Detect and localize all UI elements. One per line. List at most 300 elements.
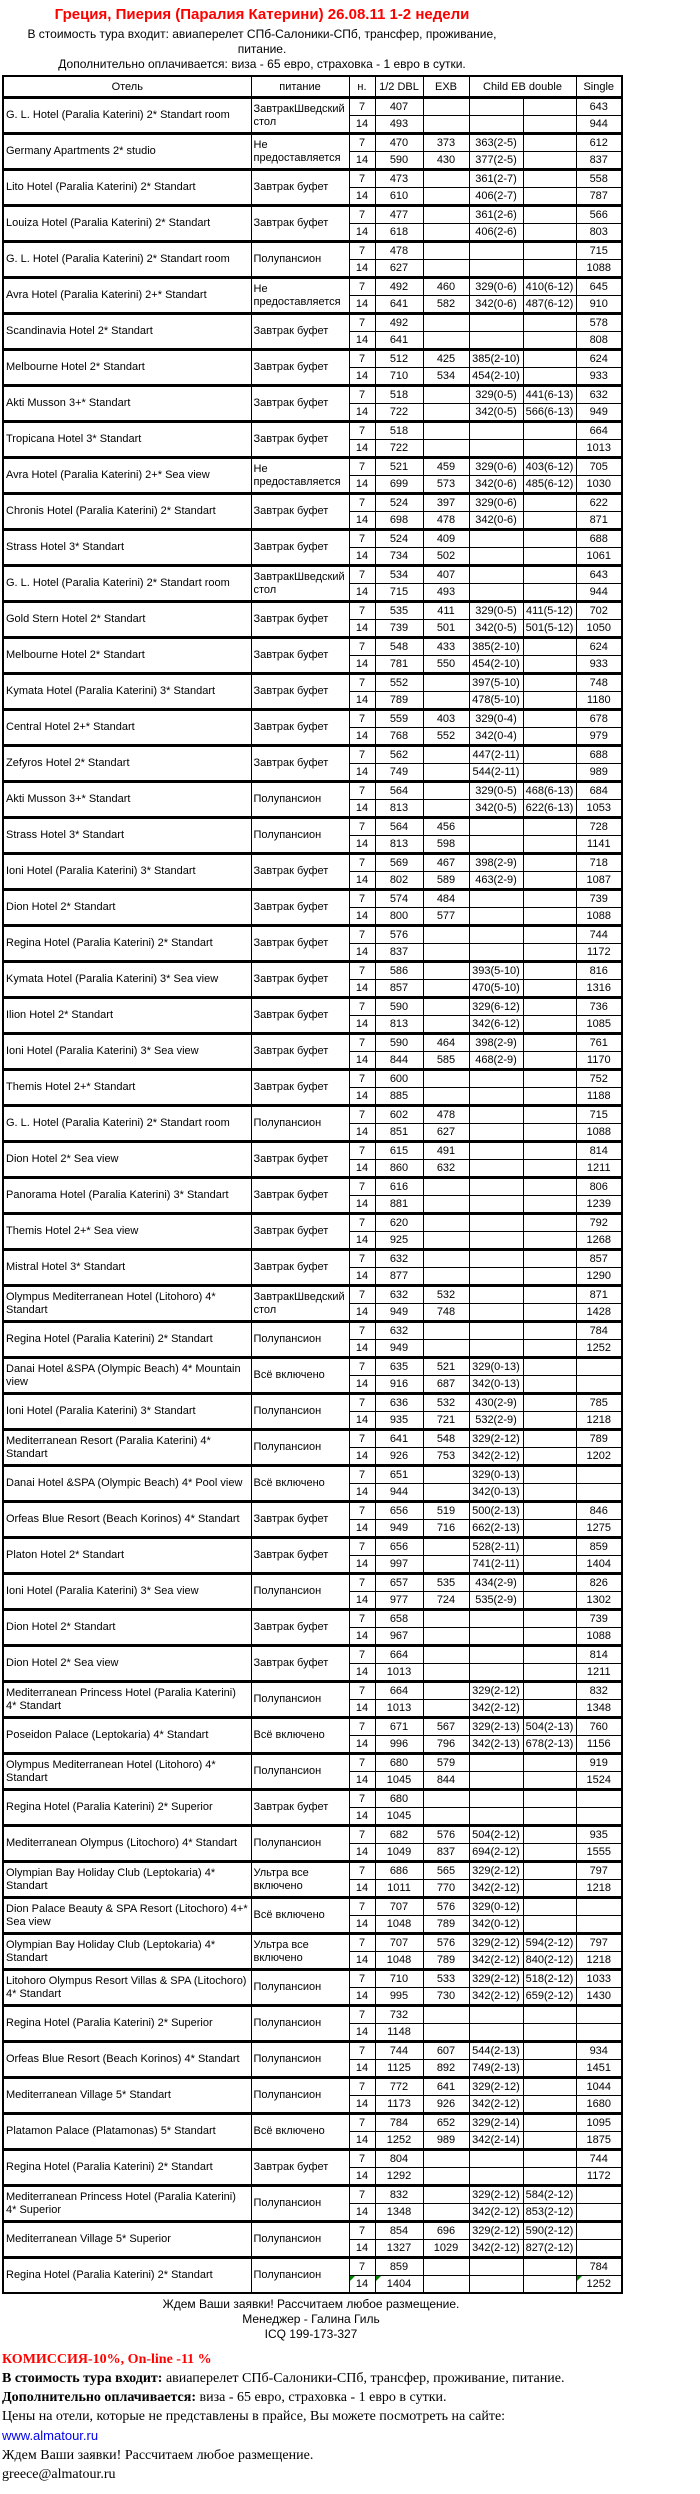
dbl-price-cell: 552	[375, 674, 423, 692]
dbl-price-cell: 602	[375, 1106, 423, 1124]
hotel-name: Gold Stern Hotel 2* Standart	[3, 602, 251, 638]
nights-cell: 7	[349, 422, 375, 440]
child-price-cell-1: 342(0-5)	[469, 620, 523, 638]
dbl-price-cell: 707	[375, 1898, 423, 1916]
child-price-cell-2: 678(2-13)	[523, 1736, 576, 1754]
child-price-cell-2	[523, 926, 576, 944]
meal-plan: Полупансион	[251, 1322, 349, 1358]
single-price-cell	[576, 1466, 622, 1484]
hotel-row	[3, 1394, 622, 1412]
meal-plan: Завтрак буфет	[251, 1214, 349, 1250]
dbl-price-cell: 564	[375, 818, 423, 836]
single-price-cell: 752	[576, 1070, 622, 1088]
hotel-name: Germany Apartments 2* studio	[3, 134, 251, 170]
exb-price-cell: 892	[423, 2060, 469, 2078]
child-price-cell-1: 329(2-12)	[469, 1934, 523, 1952]
meal-plan: Полупансион	[251, 1430, 349, 1466]
exb-price-cell: 753	[423, 1448, 469, 1466]
nights-cell: 14	[349, 2096, 375, 2114]
exb-price-cell: 397	[423, 494, 469, 512]
single-price-cell: 846	[576, 1502, 622, 1520]
dbl-price-cell: 804	[375, 2150, 423, 2168]
single-price-cell: 702	[576, 602, 622, 620]
child-price-cell-1: 342(0-6)	[469, 296, 523, 314]
child-price-cell-2	[523, 1790, 576, 1808]
exb-price-cell	[423, 224, 469, 242]
child-price-cell-2	[523, 908, 576, 926]
hotel-row	[3, 1718, 622, 1736]
single-price-cell: 739	[576, 890, 622, 908]
child-price-cell-2	[523, 1394, 576, 1412]
exb-price-cell: 478	[423, 512, 469, 530]
single-price-cell: 1053	[576, 800, 622, 818]
hotel-name: Ioni Hotel (Paralia Katerini) 3* Standart	[3, 854, 251, 890]
single-price-cell	[576, 2222, 622, 2240]
hotel-row	[3, 1466, 622, 1484]
hotel-name: Danai Hotel &SPA (Olympic Beach) 4* Pool view	[3, 1466, 251, 1502]
child-price-cell-2	[523, 1628, 576, 1646]
child-price-cell-1: 434(2-9)	[469, 1574, 523, 1592]
single-price-cell: 1050	[576, 620, 622, 638]
col-header-exb: EXB	[423, 76, 469, 98]
child-price-cell-1	[469, 2276, 523, 2294]
child-price-cell-2	[523, 332, 576, 350]
child-price-cell-2	[523, 2150, 576, 2168]
child-price-cell-1: 397(5-10)	[469, 674, 523, 692]
single-price-cell: 678	[576, 710, 622, 728]
child-price-cell-1: 329(0-6)	[469, 278, 523, 296]
child-price-cell-2: 410(6-12)	[523, 278, 576, 296]
exb-price-cell: 425	[423, 350, 469, 368]
child-price-cell-2	[523, 1232, 576, 1250]
dbl-price-cell: 722	[375, 404, 423, 422]
hotel-row	[3, 1610, 622, 1628]
commission-line: КОМИССИЯ-10%, On-line -11 %	[2, 2352, 212, 2367]
nights-cell: 14	[349, 2204, 375, 2222]
child-price-cell-1: 749(2-13)	[469, 2060, 523, 2078]
child-price-cell-1: 468(2-9)	[469, 1052, 523, 1070]
dbl-price-cell: 477	[375, 206, 423, 224]
exb-price-cell: 716	[423, 1520, 469, 1538]
hotel-row	[3, 1862, 622, 1880]
exb-price-cell: 533	[423, 1970, 469, 1988]
single-price-cell	[576, 2006, 622, 2024]
nights-cell: 14	[349, 620, 375, 638]
meal-plan: Полупансион	[251, 2042, 349, 2078]
nights-cell: 7	[349, 1142, 375, 1160]
exb-price-cell	[423, 1070, 469, 1088]
exb-price-cell	[423, 332, 469, 350]
single-price-cell: 871	[576, 512, 622, 530]
nights-cell: 14	[349, 1664, 375, 1682]
single-price-cell: 1239	[576, 1196, 622, 1214]
nights-cell: 7	[349, 1214, 375, 1232]
child-price-cell-2	[523, 2006, 576, 2024]
hotel-row	[3, 98, 622, 116]
single-price-cell	[576, 1484, 622, 1502]
nights-cell: 7	[349, 854, 375, 872]
nights-cell: 7	[349, 1862, 375, 1880]
hotel-name: Mediterranean Olympus (Litochoro) 4* Standart	[3, 1826, 251, 1862]
meal-plan: Завтрак буфет	[251, 170, 349, 206]
exb-price-cell: 837	[423, 1844, 469, 1862]
nights-cell: 7	[349, 1466, 375, 1484]
nights-cell: 14	[349, 908, 375, 926]
nights-cell: 14	[349, 404, 375, 422]
exb-price-cell: 407	[423, 566, 469, 584]
dbl-price-cell: 949	[375, 1520, 423, 1538]
exb-price-cell: 730	[423, 1988, 469, 2006]
col-header-single: Single	[576, 76, 622, 98]
meal-plan: Полупансион	[251, 1826, 349, 1862]
exb-price-cell: 789	[423, 1916, 469, 1934]
dbl-price-cell: 710	[375, 368, 423, 386]
hotel-row	[3, 386, 622, 404]
child-price-cell-1	[469, 818, 523, 836]
table-header-row	[3, 76, 622, 98]
meal-plan: Завтрак буфет	[251, 1142, 349, 1178]
nights-cell: 7	[349, 1106, 375, 1124]
dbl-price-cell: 664	[375, 1646, 423, 1664]
hotel-row	[3, 1754, 622, 1772]
child-price-cell-2	[523, 566, 576, 584]
child-price-cell-2	[523, 1664, 576, 1682]
exb-price-cell	[423, 188, 469, 206]
hotel-row	[3, 1358, 622, 1376]
nights-cell: 14	[349, 1124, 375, 1142]
child-price-cell-1: 329(2-12)	[469, 2222, 523, 2240]
dbl-price-cell: 722	[375, 440, 423, 458]
hotel-name: Ioni Hotel (Paralia Katerini) 3* Sea view	[3, 1034, 251, 1070]
exb-price-cell	[423, 1016, 469, 1034]
child-price-cell-2	[523, 1214, 576, 1232]
dbl-price-cell: 586	[375, 962, 423, 980]
child-price-cell-2: 485(6-12)	[523, 476, 576, 494]
exb-price-cell	[423, 692, 469, 710]
hotel-name: Mistral Hotel 3* Standart	[3, 1250, 251, 1286]
meal-plan: Завтрак буфет	[251, 602, 349, 638]
single-price-cell: 632	[576, 386, 622, 404]
child-price-cell-1	[469, 1160, 523, 1178]
col-header-hotel: Отель	[3, 76, 251, 98]
single-price-cell: 1156	[576, 1736, 622, 1754]
dbl-price-cell: 857	[375, 980, 423, 998]
single-price-cell: 949	[576, 404, 622, 422]
child-price-cell-2	[523, 1358, 576, 1376]
child-price-cell-1: 329(0-6)	[469, 458, 523, 476]
child-price-cell-1: 342(2-12)	[469, 1952, 523, 1970]
hotel-row	[3, 2078, 622, 2096]
child-price-cell-2	[523, 1340, 576, 1358]
dbl-price-cell: 1348	[375, 2204, 423, 2222]
single-price-cell: 739	[576, 1610, 622, 1628]
dbl-price-cell: 996	[375, 1736, 423, 1754]
child-price-cell-2: 584(2-12)	[523, 2186, 576, 2204]
single-price-cell: 1875	[576, 2132, 622, 2150]
nights-cell: 7	[349, 2258, 375, 2276]
child-price-cell-2	[523, 1322, 576, 1340]
hotel-row	[3, 998, 622, 1016]
child-price-cell-2	[523, 2060, 576, 2078]
single-price-cell: 1170	[576, 1052, 622, 1070]
child-price-cell-2	[523, 1556, 576, 1574]
child-price-cell-1: 447(2-11)	[469, 746, 523, 764]
hotel-row	[3, 1538, 622, 1556]
dbl-price-cell: 877	[375, 1268, 423, 1286]
single-price-cell: 1524	[576, 1772, 622, 1790]
exb-price-cell	[423, 926, 469, 944]
meal-plan: Не предоставляется	[251, 134, 349, 170]
child-price-cell-1	[469, 2168, 523, 2186]
child-price-cell-2	[523, 224, 576, 242]
single-price-cell: 715	[576, 242, 622, 260]
child-price-cell-1	[469, 566, 523, 584]
dbl-price-cell: 802	[375, 872, 423, 890]
exb-price-cell	[423, 1466, 469, 1484]
nights-cell: 14	[349, 1628, 375, 1646]
dbl-price-cell: 1045	[375, 1772, 423, 1790]
child-price-cell-2	[523, 116, 576, 134]
child-price-cell-1	[469, 98, 523, 116]
single-price-cell: 837	[576, 152, 622, 170]
child-price-cell-2	[523, 854, 576, 872]
single-price-cell: 748	[576, 674, 622, 692]
child-price-cell-2	[523, 1088, 576, 1106]
nights-cell: 7	[349, 2042, 375, 2060]
dbl-price-cell: 524	[375, 530, 423, 548]
exb-price-cell: 585	[423, 1052, 469, 1070]
nights-cell: 14	[349, 188, 375, 206]
meal-plan: Не предоставляется	[251, 278, 349, 314]
nights-cell: 14	[349, 296, 375, 314]
child-price-cell-1: 361(2-7)	[469, 170, 523, 188]
hotel-name: Regina Hotel (Paralia Katerini) 2* Standart	[3, 926, 251, 962]
nights-cell: 14	[349, 1772, 375, 1790]
dbl-price-cell: 610	[375, 188, 423, 206]
nights-cell: 14	[349, 2240, 375, 2258]
dbl-price-cell: 1049	[375, 1844, 423, 1862]
child-price-cell-1	[469, 1268, 523, 1286]
child-price-cell-1: 329(0-12)	[469, 1898, 523, 1916]
child-price-cell-2	[523, 1034, 576, 1052]
dbl-price-cell: 478	[375, 242, 423, 260]
nights-cell: 7	[349, 1826, 375, 1844]
dbl-price-cell: 749	[375, 764, 423, 782]
nights-cell: 14	[349, 1916, 375, 1934]
exb-price-cell: 579	[423, 1754, 469, 1772]
document-header	[2, 6, 522, 72]
dbl-price-cell: 813	[375, 836, 423, 854]
exb-price-cell	[423, 944, 469, 962]
dbl-price-cell: 995	[375, 1988, 423, 2006]
exb-price-cell: 493	[423, 584, 469, 602]
child-price-cell-2	[523, 242, 576, 260]
exb-price-cell: 548	[423, 1430, 469, 1448]
single-price-cell: 1275	[576, 1520, 622, 1538]
exb-price-cell: 844	[423, 1772, 469, 1790]
meal-plan: Завтрак буфет	[251, 1070, 349, 1106]
meal-plan: Завтрак буфет	[251, 314, 349, 350]
child-price-cell-1: 406(2-6)	[469, 224, 523, 242]
child-price-cell-1	[469, 1250, 523, 1268]
hotel-row	[3, 2150, 622, 2168]
meal-plan: Полупансион	[251, 1574, 349, 1610]
nights-cell: 7	[349, 350, 375, 368]
child-price-cell-1	[469, 1214, 523, 1232]
child-price-cell-2	[523, 2258, 576, 2276]
hotel-row	[3, 1790, 622, 1808]
single-price-cell: 1302	[576, 1592, 622, 1610]
nights-cell: 14	[349, 1268, 375, 1286]
child-price-cell-1: 329(2-12)	[469, 1682, 523, 1700]
child-price-cell-2	[523, 1844, 576, 1862]
hotel-row	[3, 782, 622, 800]
exb-price-cell	[423, 386, 469, 404]
single-price-cell: 871	[576, 1286, 622, 1304]
exb-price-cell	[423, 998, 469, 1016]
nights-cell: 7	[349, 1286, 375, 1304]
nights-cell: 7	[349, 1034, 375, 1052]
hotel-row	[3, 530, 622, 548]
hotel-row	[3, 1646, 622, 1664]
meal-plan: Всё включено	[251, 1718, 349, 1754]
child-price-cell-2	[523, 584, 576, 602]
child-price-cell-1: 329(2-12)	[469, 1430, 523, 1448]
child-price-cell-2	[523, 1808, 576, 1826]
hotel-name: Olympus Mediterranean Hotel (Litohoro) 4* Standart	[3, 1286, 251, 1322]
meal-plan: Полупансион	[251, 2078, 349, 2114]
bottom-info-block	[2, 2350, 700, 2484]
child-price-cell-1: 342(2-12)	[469, 2096, 523, 2114]
child-price-cell-1: 342(0-13)	[469, 1484, 523, 1502]
hotel-row	[3, 494, 622, 512]
child-price-cell-1	[469, 422, 523, 440]
child-price-cell-2	[523, 1106, 576, 1124]
child-price-cell-2	[523, 1772, 576, 1790]
child-price-cell-2	[523, 2168, 576, 2186]
exb-price-cell	[423, 1628, 469, 1646]
meal-plan: Завтрак буфет	[251, 710, 349, 746]
hotel-row	[3, 638, 622, 656]
child-price-cell-2	[523, 1304, 576, 1322]
dbl-price-cell: 641	[375, 296, 423, 314]
hotel-name: Dion Hotel 2* Sea view	[3, 1142, 251, 1178]
exb-price-cell: 576	[423, 1898, 469, 1916]
meal-plan: Всё включено	[251, 1898, 349, 1934]
single-price-cell: 857	[576, 1250, 622, 1268]
exb-price-cell: 770	[423, 1880, 469, 1898]
single-price-cell: 612	[576, 134, 622, 152]
hotel-name: Dion Hotel 2* Standart	[3, 890, 251, 926]
child-price-cell-2: 853(2-12)	[523, 2204, 576, 2222]
nights-cell: 7	[349, 2186, 375, 2204]
child-price-cell-1: 342(2-14)	[469, 2132, 523, 2150]
child-price-cell-1: 385(2-10)	[469, 350, 523, 368]
child-price-cell-2: 411(5-12)	[523, 602, 576, 620]
exb-price-cell	[423, 1664, 469, 1682]
exb-price-cell: 576	[423, 1934, 469, 1952]
included-text: авиаперелет СПб-Салоники-СПб, трансфер, проживание, питание.	[162, 2371, 565, 2386]
hotel-row	[3, 1034, 622, 1052]
child-price-cell-2	[523, 1682, 576, 1700]
exb-price-cell: 627	[423, 1124, 469, 1142]
hotel-name: Scandinavia Hotel 2* Standart	[3, 314, 251, 350]
exb-price-cell: 519	[423, 1502, 469, 1520]
child-price-cell-2: 504(2-13)	[523, 1718, 576, 1736]
single-price-cell: 910	[576, 296, 622, 314]
child-price-cell-2	[523, 656, 576, 674]
exb-price-cell	[423, 1808, 469, 1826]
single-price-cell: 1188	[576, 1088, 622, 1106]
child-price-cell-2: 622(6-13)	[523, 800, 576, 818]
nights-cell: 7	[349, 1970, 375, 1988]
nights-cell: 7	[349, 1574, 375, 1592]
dbl-price-cell: 1125	[375, 2060, 423, 2078]
meal-plan: Полупансион	[251, 1106, 349, 1142]
website-link[interactable]: www.almatour.ru	[2, 2428, 99, 2443]
dbl-price-cell: 881	[375, 1196, 423, 1214]
dbl-price-cell: 576	[375, 926, 423, 944]
child-price-cell-2: 590(2-12)	[523, 2222, 576, 2240]
dbl-price-cell: 925	[375, 1232, 423, 1250]
nights-cell: 14	[349, 548, 375, 566]
exb-price-cell: 582	[423, 296, 469, 314]
single-price-cell: 789	[576, 1430, 622, 1448]
single-price-cell: 944	[576, 116, 622, 134]
child-price-cell-2	[523, 2024, 576, 2042]
hotel-row	[3, 710, 622, 728]
hotel-row	[3, 1430, 622, 1448]
dbl-price-cell: 1011	[375, 1880, 423, 1898]
child-price-cell-1	[469, 926, 523, 944]
single-price-cell: 1061	[576, 548, 622, 566]
nights-cell: 7	[349, 818, 375, 836]
hotel-name: Ioni Hotel (Paralia Katerini) 3* Standart	[3, 1394, 251, 1430]
dbl-price-cell: 967	[375, 1628, 423, 1646]
child-price-cell-1: 377(2-5)	[469, 152, 523, 170]
dbl-price-cell: 620	[375, 1214, 423, 1232]
single-price-cell: 645	[576, 278, 622, 296]
child-price-cell-2	[523, 350, 576, 368]
single-price-cell: 578	[576, 314, 622, 332]
nights-cell: 14	[349, 512, 375, 530]
child-price-cell-2	[523, 2132, 576, 2150]
hotel-row	[3, 1502, 622, 1520]
meal-plan: Полупансион	[251, 1970, 349, 2006]
dbl-price-cell: 784	[375, 2114, 423, 2132]
child-price-cell-2	[523, 512, 576, 530]
single-price-cell: 1404	[576, 1556, 622, 1574]
meal-plan: Завтрак буфет	[251, 530, 349, 566]
single-price-cell	[576, 2186, 622, 2204]
single-price-cell: 558	[576, 170, 622, 188]
child-price-cell-1: 430(2-9)	[469, 1394, 523, 1412]
exb-price-cell	[423, 206, 469, 224]
hotel-row	[3, 1106, 622, 1124]
child-price-cell-1: 342(2-12)	[469, 1988, 523, 2006]
child-price-cell-1: 342(2-12)	[469, 2240, 523, 2258]
nights-cell: 7	[349, 1646, 375, 1664]
hotel-name: Dion Hotel 2* Sea view	[3, 1646, 251, 1682]
exb-price-cell: 532	[423, 1394, 469, 1412]
col-header-meal: питание	[251, 76, 349, 98]
hotel-name: G. L. Hotel (Paralia Katerini) 2* Standart room	[3, 242, 251, 278]
meal-plan: Всё включено	[251, 1358, 349, 1394]
hotel-row	[3, 1286, 622, 1304]
exb-price-cell	[423, 1196, 469, 1214]
nights-cell: 7	[349, 890, 375, 908]
meal-plan: Всё включено	[251, 1466, 349, 1502]
